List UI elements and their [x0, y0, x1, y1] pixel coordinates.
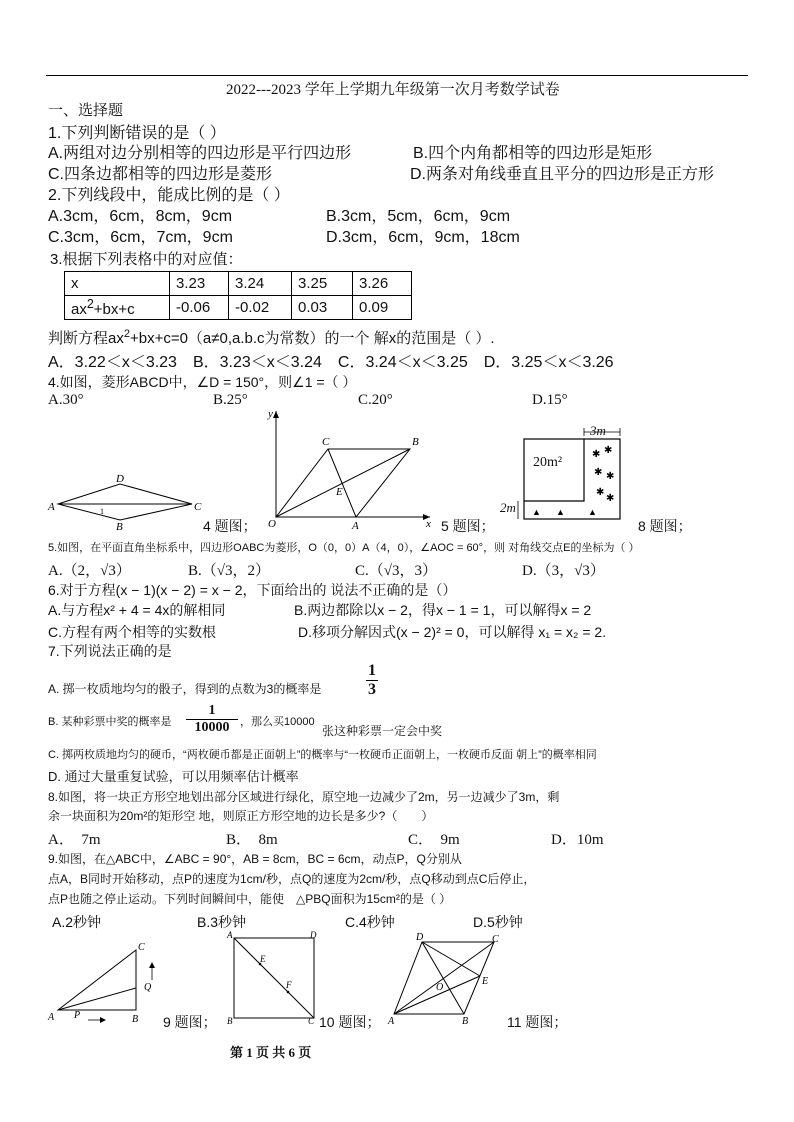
q9-option-d: D.5秒钟	[473, 914, 523, 930]
table-cell-label	[65, 296, 170, 320]
label-part: ax	[71, 301, 87, 318]
svg-text:C: C	[194, 501, 202, 513]
q7-option-d: D. 通过大量重复试验，可以用频率估计概率	[48, 769, 299, 784]
svg-text:1: 1	[100, 507, 104, 516]
q3-judge-part: 判断方程ax	[48, 330, 124, 347]
svg-text:O: O	[436, 982, 444, 993]
table-cell: 3.26	[353, 272, 412, 296]
svg-text:O: O	[268, 518, 276, 530]
svg-text:C: C	[138, 942, 145, 953]
figure-8-square-plot	[500, 423, 628, 523]
svg-text:✱: ✱	[606, 471, 615, 482]
figure-4-rhombus	[44, 470, 204, 530]
q9-line3: 点P也随之停止运动。下列时间瞬间中，能使 △PBQ面积为15cm²的是（ ）	[48, 892, 452, 906]
q5-option-d: D.（3，√3）	[522, 563, 605, 579]
figure-5-caption: 5 题图；	[441, 518, 495, 534]
table-row	[65, 296, 412, 320]
q8-line2: 余一块面积为20m²的矩形空 地，则原正方形空地的边长是多少?（ ）	[48, 809, 434, 823]
svg-text:✱: ✱	[594, 467, 603, 478]
q9-option-a: A.2秒钟	[52, 914, 102, 930]
q7-stem: 7.下列说法正确的是	[48, 643, 172, 659]
svg-text:D: D	[416, 932, 424, 943]
q4-option-c: C.20°	[358, 392, 393, 408]
figure-4-caption: 4 题图；	[203, 518, 257, 534]
q6-option-b: B.两边都除以x − 2，得x − 1 = 1，可以解得x = 2	[294, 602, 592, 618]
q5-stem: 5.如图，在平面直角坐标系中，四边形OABC为菱形，O（0，0）A（4，0），∠AOC = 60°，则 对角线交点E的坐标为（ ）	[48, 542, 640, 554]
svg-text:A: A	[352, 520, 359, 530]
q7-b-denominator: 10000	[194, 720, 230, 735]
q3-judge	[48, 327, 495, 348]
q6-option-d: D.移项分解因式(x − 2)² = 0，可以解得 x₁ = x₂ = 2.	[298, 624, 607, 640]
q3-stem: 3.根据下列表格中的对应值：	[50, 251, 243, 268]
label-sup: 2	[86, 297, 94, 311]
q3-judge-part: +bx+c=0（a≠0,a.b.c为常数）的一个 解x的范围是（ ）.	[129, 330, 495, 347]
q4-stem: 4.如图，菱形ABCD中，∠D = 150°，则∠1 =（ ）	[48, 374, 357, 390]
svg-text:C: C	[492, 934, 499, 945]
table-cell: -0.06	[170, 296, 229, 320]
q8-option-d: D．10m	[551, 832, 604, 848]
q1-stem: 1.下列判断错误的是（ ）	[48, 125, 226, 142]
figure-8-top-label: 3m	[590, 423, 606, 438]
figure-8-area-label: 20m²	[533, 455, 563, 470]
figure-11-caption: 11 题图；	[507, 1014, 568, 1030]
figure-10-caption: 10 题图；	[319, 1014, 381, 1030]
svg-text:A: A	[48, 501, 55, 513]
svg-text:✱: ✱	[596, 487, 605, 498]
q2-option-d: D.3cm，6cm，9cm，18cm	[326, 229, 520, 246]
q8-option-a: A． 7m	[48, 832, 101, 848]
figure-9-right-triangle	[44, 938, 164, 1026]
svg-text:Q: Q	[144, 982, 152, 993]
svg-text:B: B	[227, 1016, 233, 1026]
table-cell: 3.24	[229, 272, 292, 296]
q2-option-a: A.3cm，6cm，8cm，9cm	[48, 208, 233, 225]
q4-option-b: B.25°	[213, 392, 248, 408]
table-cell: 0.03	[292, 296, 353, 320]
table-cell: 0.09	[353, 296, 412, 320]
svg-text:▲: ▲	[556, 507, 565, 517]
q1-option-a: A.两组对边分别相等的四边形是平行四边形	[48, 145, 352, 162]
table-cell: -0.02	[229, 296, 292, 320]
page-title: 2022---2023 学年上学期九年级第一次月考数学试卷	[226, 82, 560, 98]
q6-stem: 6.对于方程(x − 1)(x − 2) = x − 2，下面给出的 说法不正确的是（）	[48, 582, 457, 598]
table-cell: x	[65, 272, 170, 296]
q9-option-b: B.3秒钟	[197, 914, 247, 930]
svg-text:F: F	[286, 980, 292, 990]
q1-option-c: C.四条边都相等的四边形是菱形	[48, 166, 273, 183]
q7-option-a-text: A. 掷一枚质地均匀的骰子，得到的点数为3的概率是	[48, 682, 322, 696]
svg-text:A: A	[227, 930, 233, 940]
svg-text:✱: ✱	[604, 445, 613, 456]
q9-line1: 9.如图，在△ABC中，∠ABC = 90°，AB = 8cm，BC = 6cm，动点P，Q分别从	[48, 852, 462, 866]
q3-judge-sup: 2	[123, 328, 130, 340]
figure-8-caption: 8 题图；	[638, 518, 692, 534]
figure-10-square	[226, 930, 322, 1026]
q7-a-denominator: 3	[368, 681, 376, 698]
svg-text:▲: ▲	[532, 507, 541, 517]
svg-text:C: C	[322, 436, 330, 448]
table-cell: 3.23	[170, 272, 229, 296]
svg-text:▲: ▲	[588, 507, 597, 517]
q7-option-b-text-2: ，那么买10000	[240, 716, 315, 728]
q3-value-table	[64, 271, 412, 320]
svg-text:D: D	[116, 473, 124, 485]
svg-text:B: B	[412, 436, 419, 448]
q7-option-b-text: B. 某种彩票中奖的概率是	[48, 716, 172, 728]
q2-option-b: B.3cm，5cm，6cm，9cm	[326, 208, 511, 225]
q7-option-c: C. 掷两枚质地均匀的硬币，“两枚硬币都是正面朝上”的概率与“一枚硬币正面朝上，一枚硬币反面 朝上”的概率相同	[48, 749, 597, 761]
svg-text:B: B	[462, 1016, 469, 1026]
page-number: 第 1 页 共 6 页	[230, 1045, 312, 1060]
table-row	[65, 272, 412, 296]
svg-text:P: P	[74, 1010, 81, 1021]
svg-text:C: C	[308, 1016, 315, 1026]
q4-option-d: D.15°	[532, 392, 568, 408]
q5-option-a: A.（2，√3）	[48, 563, 131, 579]
q9-option-c: C.4秒钟	[345, 914, 395, 930]
figure-9-caption: 9 题图；	[163, 1014, 217, 1030]
q7-b-numerator: 1	[208, 703, 216, 718]
q5-option-c: C.（√3，3）	[355, 563, 437, 579]
q8-option-c: C． 9m	[408, 832, 460, 848]
q4-option-a: A.30°	[48, 392, 84, 408]
q8-option-b: B． 8m	[226, 832, 278, 848]
q8-line1: 8.如图，将一块正方形空地划出部分区域进行绿化，原空地一边减少了2m，另一边减少了3m，剩	[48, 790, 560, 804]
q5-option-b: B.（√3，2）	[188, 563, 270, 579]
svg-text:y: y	[268, 408, 273, 420]
svg-text:E: E	[260, 954, 266, 964]
svg-text:E: E	[482, 976, 489, 987]
svg-text:D: D	[310, 930, 317, 940]
svg-text:A: A	[388, 1016, 395, 1026]
figure-5-coordinate-rhombus	[262, 405, 442, 530]
q9-line2: 点A，B同时开始移动，点P的速度为1cm/秒，点Q的速度为2cm/秒，点Q移动到点C后停止，	[48, 872, 536, 886]
q2-stem: 2.下列线段中，能成比例的是（ ）	[48, 187, 290, 204]
figure-11-parallelogram	[384, 930, 508, 1026]
header-rule	[46, 75, 748, 76]
q7-a-numerator: 1	[368, 662, 376, 679]
q3-options: A．3.22＜x＜3.23 B．3.23＜x＜3.24 C．3.24＜x＜3.25 D．3.25＜x＜3.26	[48, 354, 614, 371]
svg-text:A: A	[48, 1012, 55, 1023]
svg-text:B: B	[116, 521, 123, 530]
svg-text:x: x	[426, 518, 431, 530]
q2-option-c: C.3cm，6cm，7cm，9cm	[48, 229, 233, 246]
q7-option-b-text-3: 张这种彩票一定会中奖	[322, 724, 443, 738]
table-cell: 3.25	[292, 272, 353, 296]
svg-text:B: B	[132, 1014, 139, 1025]
section-heading: 一、选择题	[48, 102, 124, 119]
label-part: +bx+c	[93, 301, 135, 318]
figure-8-side-label: 2m	[500, 500, 516, 515]
q6-option-a: A.与方程x² + 4 = 4x的解相同	[48, 602, 226, 618]
q1-option-d: D.两条对角线垂直且平分的四边形是正方形	[410, 166, 715, 183]
q6-option-c: C.方程有两个相等的实数根	[48, 624, 216, 640]
q1-option-b: B.四个内角都相等的四边形是矩形	[413, 145, 653, 162]
svg-text:✱: ✱	[606, 493, 615, 504]
svg-text:E: E	[336, 486, 343, 498]
svg-text:✱: ✱	[592, 449, 601, 460]
